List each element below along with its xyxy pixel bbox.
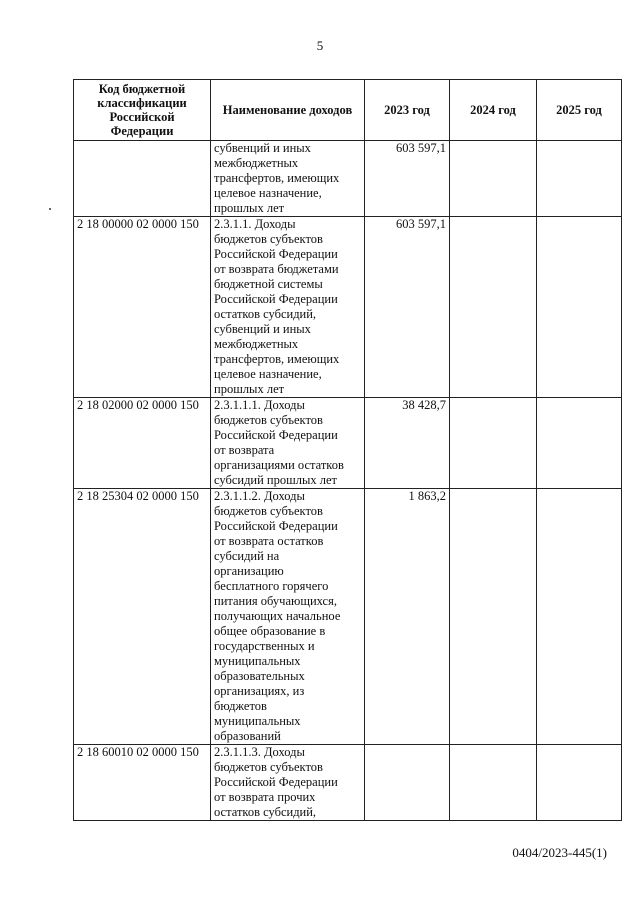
header-2025: 2025 год	[537, 80, 622, 141]
row-value-2023: 1 863,2	[365, 489, 450, 745]
row-value-2023	[365, 745, 450, 821]
header-code: Код бюджетной классификации Российской Федерации	[74, 80, 211, 141]
row-value-2024	[450, 489, 537, 745]
row-name: 2.3.1.1.3. Доходы бюджетов субъектов Российской Федерации от возврата прочих остатков субсидий,	[211, 745, 365, 821]
row-value-2024	[450, 217, 537, 398]
row-name: 2.3.1.1.2. Доходы бюджетов субъектов Российской Федерации от возврата остатков субсидий на организацию бесплатного горячего питания обучающихся, получающих начальное общее образование в государственных и муниципальных образовательных организациях, из бюджетов муниципальных образований	[211, 489, 365, 745]
scan-speck	[49, 208, 51, 210]
header-2023: 2023 год	[365, 80, 450, 141]
row-code: 2 18 25304 02 0000 150	[74, 489, 211, 745]
row-code: 2 18 00000 02 0000 150	[74, 217, 211, 398]
row-code: 2 18 02000 02 0000 150	[74, 398, 211, 489]
row-value-2024	[450, 745, 537, 821]
table-row	[74, 398, 622, 489]
row-value-2025	[537, 745, 622, 821]
page-number: 5	[316, 38, 324, 53]
row-code	[74, 141, 211, 217]
header-2024: 2024 год	[450, 80, 537, 141]
row-name: субвенций и иных межбюджетных трансфертов, имеющих целевое назначение, прошлых лет	[211, 141, 365, 217]
row-value-2025	[537, 217, 622, 398]
row-value-2024	[450, 398, 537, 489]
row-value-2023: 603 597,1	[365, 141, 450, 217]
row-value-2025	[537, 489, 622, 745]
row-value-2023: 38 428,7	[365, 398, 450, 489]
row-value-2024	[450, 141, 537, 217]
document-code: 0404/2023-445(1)	[512, 845, 607, 860]
table-row	[74, 489, 622, 745]
row-value-2025	[537, 398, 622, 489]
row-value-2023: 603 597,1	[365, 217, 450, 398]
row-name: 2.3.1.1.1. Доходы бюджетов субъектов Российской Федерации от возврата организациями остатков субсидий прошлых лет	[211, 398, 365, 489]
table-row	[74, 141, 622, 217]
header-name: Наименование доходов	[211, 80, 365, 141]
table-row	[74, 217, 622, 398]
row-code: 2 18 60010 02 0000 150	[74, 745, 211, 821]
row-name: 2.3.1.1. Доходы бюджетов субъектов Российской Федерации от возврата бюджетами бюджетной системы Российской Федерации остатков субсидий, субвенций и иных межбюджетных трансфертов, имеющих целевое назначение, прошлых лет	[211, 217, 365, 398]
header-row	[74, 80, 622, 141]
row-value-2025	[537, 141, 622, 217]
table-row	[74, 745, 622, 821]
revenue-table	[73, 79, 622, 821]
